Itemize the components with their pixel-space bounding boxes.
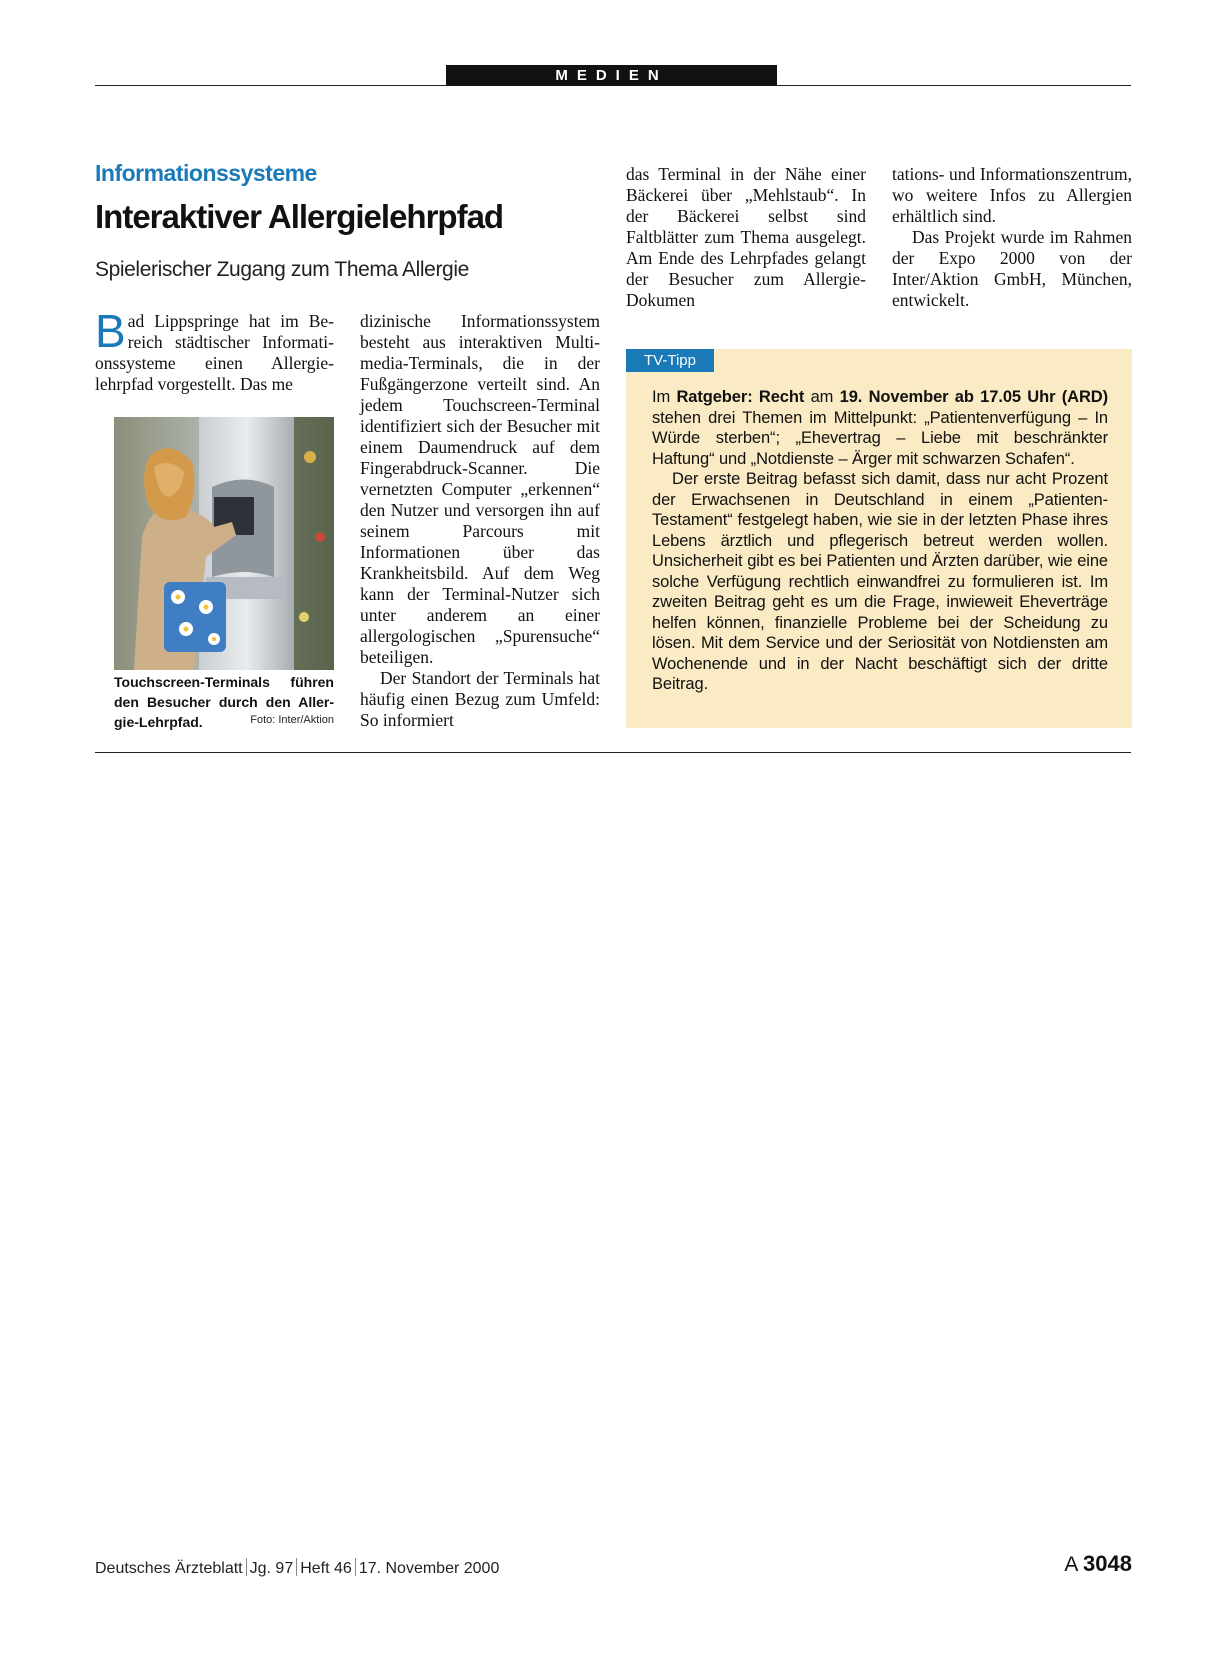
article-subheadline: Spielerischer Zugang zum Thema Allergie bbox=[95, 258, 469, 281]
tv-tip-body bbox=[652, 387, 1108, 695]
tv-broadcast-time: 19. November ab 17.05 Uhr (ARD) bbox=[839, 388, 1108, 406]
journal-name: Deutsches Ärzteblatt bbox=[95, 1560, 243, 1577]
article-kicker: Informationssysteme bbox=[95, 160, 317, 186]
footer-separator bbox=[355, 1558, 356, 1576]
tv-tip-intro bbox=[652, 387, 1108, 469]
article-column-1 bbox=[95, 305, 334, 395]
article-photo bbox=[114, 417, 334, 670]
article-column-3 bbox=[626, 164, 866, 311]
photo-credit: Foto: Inter/Aktion bbox=[250, 714, 334, 726]
tv-tip-paragraph: Der erste Beitrag befasst sich damit, dass nur acht Prozent der Erwachsenen in Deutschland in einem „Patienten-Testament“ festgelegt haben, wie sie in der letzten Phase ihres Lebens ärztlich und pflegerisch betreut werden wollen. Unsicherheit gibt es bei Patienten und Ärzten darüber, wie eine solche Verfügung rechtlich einwandfrei zu formulieren ist. Im zweiten Beitrag geht es um die Frage, inwieweit Eheverträge helfen können, finanzielle Probleme bei der Scheidung zu lösen. Mit dem Service und der Seriosität von Notdiensten am Wochenende und in der Nacht beschäftigt sich der dritte Beitrag. bbox=[652, 470, 1108, 693]
paragraph: Der Standort der Terminals hat häufig einen Bezug zum Umfeld: So informiert bbox=[360, 668, 600, 730]
section-label: MEDIEN bbox=[446, 65, 777, 86]
footer-separator bbox=[296, 1558, 297, 1576]
article-column-4 bbox=[892, 164, 1132, 311]
photo-caption-text: Touchscreen-Terminals führen den Besucher durch den Allergie-Lehrpfad. bbox=[114, 674, 334, 730]
page-number-value: 3048 bbox=[1083, 1551, 1132, 1576]
article-column-2 bbox=[360, 311, 600, 731]
journal-issue: Heft 46 bbox=[300, 1560, 352, 1577]
photo-caption bbox=[114, 672, 334, 732]
paragraph: tations- und Informationszentrum, wo weitere Infos zu Allergien erhältlich sind. bbox=[892, 164, 1132, 226]
tv-tip-intro-text: Im bbox=[652, 388, 677, 406]
drop-cap: B bbox=[95, 305, 126, 357]
footer-separator bbox=[246, 1558, 247, 1576]
article-end-rule bbox=[95, 752, 1131, 753]
page-number bbox=[1064, 1551, 1132, 1577]
journal-volume: Jg. 97 bbox=[249, 1560, 294, 1577]
page-prefix: A bbox=[1064, 1553, 1078, 1576]
tv-tip-box bbox=[626, 349, 1132, 728]
tv-program-name: Ratgeber: Recht bbox=[676, 388, 805, 406]
paragraph: dizinische Informationssystem besteht aus interaktiven Multimedia-Terminals, die in der Fußgängerzone verteilt sind. An jedem Touchscreen-Terminal identifiziert sich der Besucher mit einem Daumendruck auf dem Fingerabdruck-Scanner. Die vernetzten Computer „erkennen“ den Nutzer und versorgen ihn auf seinem Parcours mit Informationen über das Krankheitsbild. Auf dem Weg kann der Terminal-Nutzer sich unter anderem an einer allergologischen „Spurensuche“ beteiligen. bbox=[360, 311, 600, 667]
issue-date: 17. November 2000 bbox=[358, 1560, 500, 1577]
tv-tip-intro-text: am bbox=[804, 388, 840, 406]
tv-tip-intro-text: stehen drei Themen im Mittelpunkt: „Patientenverfügung – In Würde sterben“; „Ehevertrag – Liebe mit beschränkter Haftung“ und „Notdienste – Ärger mit schwarzen Schafen“. bbox=[652, 408, 1108, 468]
tv-tip-label: TV-Tipp bbox=[626, 349, 714, 372]
lead-paragraph: ad Lippspringe hat im Bereich städtischer Informationssysteme einen Allergielehrpfad vorgestellt. Das me bbox=[95, 311, 334, 394]
paragraph: Das Projekt wurde im Rahmen der Expo 2000 von der Inter/Aktion GmbH, München, entwickelt. bbox=[892, 227, 1132, 310]
paragraph: das Terminal in der Nähe einer Bäckerei über „Mehlstaub“. In der Bäckerei selbst sind Faltblätter zum Thema ausgelegt. Am Ende des Lehrpfades gelangt der Besucher zum Allergie-Dokumen bbox=[626, 164, 866, 310]
article-headline: Interaktiver Allergielehrpfad bbox=[95, 198, 504, 235]
page-footer bbox=[95, 1558, 499, 1578]
